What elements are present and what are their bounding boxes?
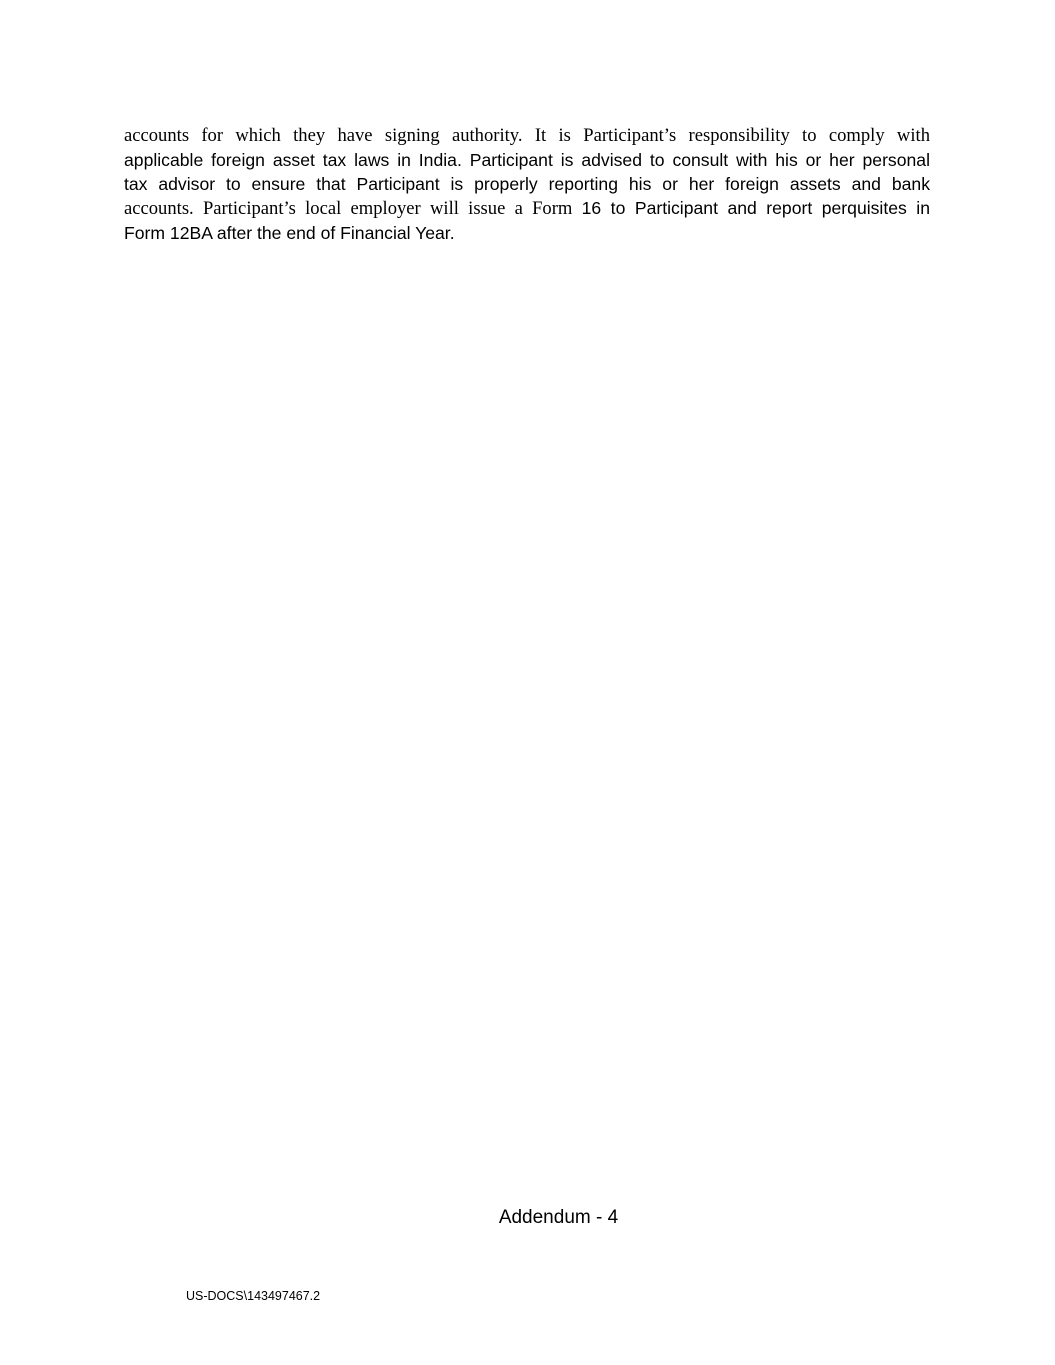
paragraph-line-2: applicable foreign asset tax laws in India. Participant is advised to consult with his or her personal [124,150,930,170]
body-paragraph [124,124,930,245]
paragraph-line-1: accounts for which they have signing authority. It is Participant’s responsibility to comply with [124,125,930,146]
paragraph-line-4-sans: 16 to Participant and report perquisites in [581,198,930,218]
paragraph-line-4 [124,196,930,221]
paragraph-line-3: tax advisor to ensure that Participant is properly reporting his or her foreign assets and bank [124,174,930,194]
paragraph-line-4-serif: accounts. Participant’s local employer will issue a Form [124,198,582,219]
paragraph-line-5: Form 12BA after the end of Financial Year. [124,223,455,243]
page-number-label: Addendum - 4 [498,1207,619,1228]
document-id: US-DOCS\143497467.2 [186,1289,321,1303]
